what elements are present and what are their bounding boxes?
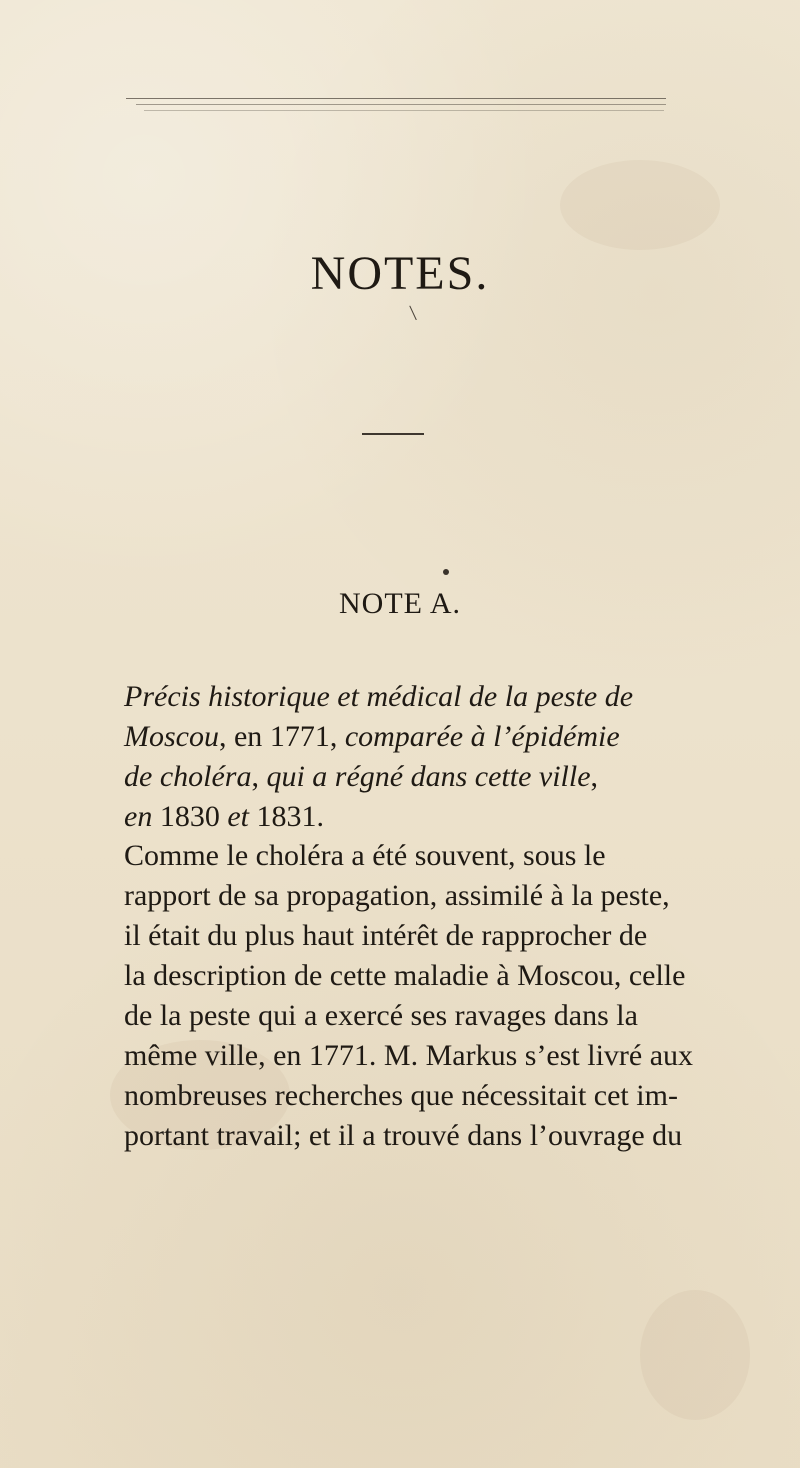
subtitle-text: en — [124, 800, 160, 833]
paper-stain — [560, 160, 720, 250]
note-subtitle — [124, 677, 680, 837]
subtitle-text: Moscou — [124, 720, 219, 753]
subtitle-text: , — [329, 720, 345, 753]
subtitle-text: qui a régné dans cette ville — [266, 760, 591, 793]
subtitle-text: . — [316, 800, 324, 833]
body-line: portant travail; et il a trouvé dans l’ouvrage du — [124, 1119, 683, 1152]
subtitle-line — [124, 797, 680, 837]
note-heading: NOTE A. — [339, 587, 461, 620]
subtitle-text: 1831 — [256, 800, 317, 833]
subtitle-line — [124, 757, 680, 797]
subtitle-text: comparée à l’épidémie — [344, 720, 620, 753]
subtitle-text: de choléra — [124, 760, 252, 793]
ornament-dot — [443, 569, 449, 575]
body-line: rapport de sa propagation, assimilé à la peste, — [124, 879, 670, 912]
subtitle-text: 1771 — [269, 720, 330, 753]
body-line: il était du plus haut intérêt de rapprocher de — [124, 919, 648, 952]
subtitle-text: , — [590, 760, 599, 793]
subtitle-text: et — [219, 800, 257, 833]
subtitle-text: 1830 — [159, 800, 220, 833]
body-line: de la peste qui a exercé ses ravages dans la — [124, 999, 638, 1032]
subtitle-text: , — [251, 760, 267, 793]
subtitle-line — [124, 677, 680, 717]
top-rule — [144, 110, 664, 111]
body-line: la description de cette maladie à Moscou, celle — [124, 959, 686, 992]
title-mark: \ — [408, 299, 418, 326]
subtitle-text: , en — [218, 720, 270, 753]
page-title: NOTES. — [310, 247, 490, 300]
top-rule — [126, 98, 666, 99]
subtitle-line — [124, 717, 680, 757]
body-line: nombreuses recherches que nécessitait cet im- — [124, 1079, 678, 1112]
body-paragraph — [124, 836, 694, 1156]
body-line: Comme le choléra a été souvent, sous le — [124, 839, 606, 872]
top-rule — [136, 104, 666, 105]
section-divider — [362, 433, 424, 435]
body-line: même ville, en 1771. M. Markus s’est livré aux — [124, 1039, 694, 1072]
paper-stain — [640, 1290, 750, 1420]
subtitle-text: Précis historique et médical de la peste de — [124, 680, 634, 713]
